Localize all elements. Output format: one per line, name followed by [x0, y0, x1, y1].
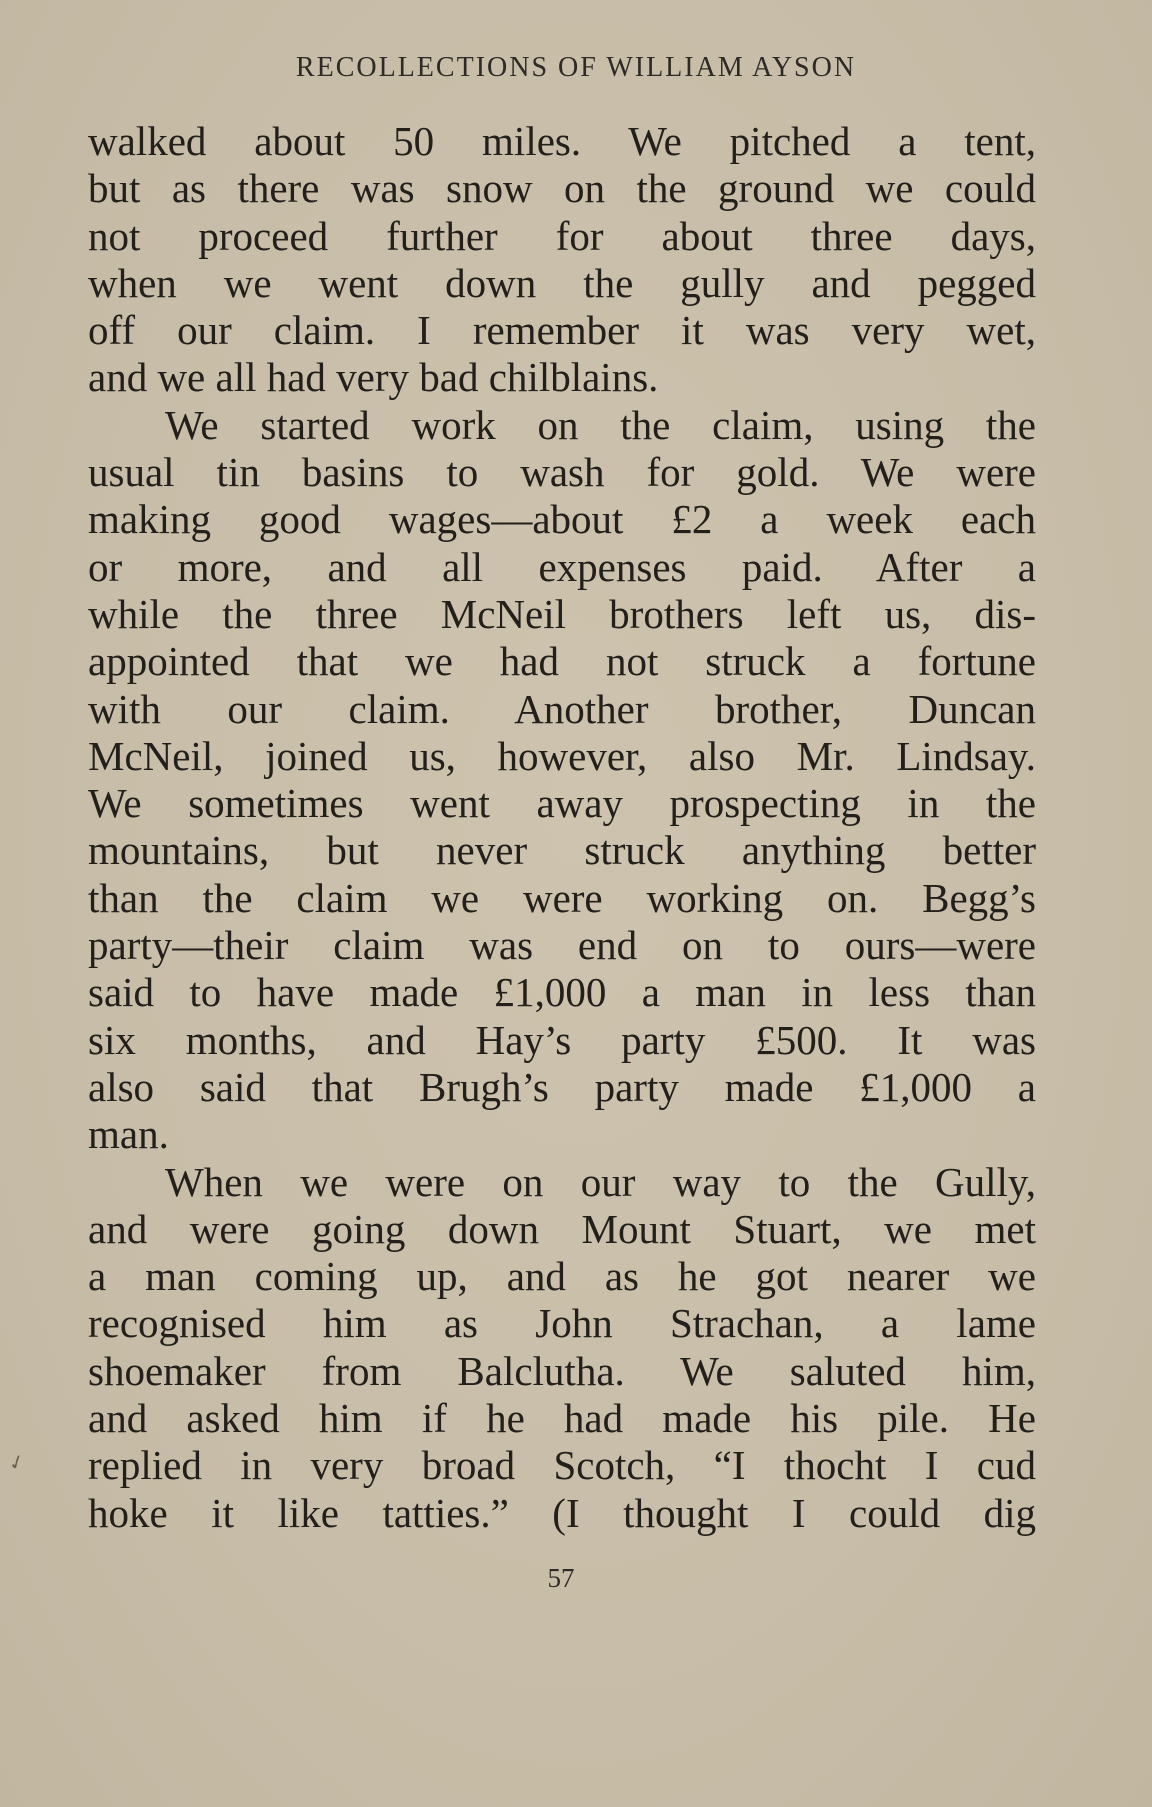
text-line: party—their claim was end on to ours—were — [88, 922, 1036, 969]
text-line: walked about 50 miles. We pitched a tent, — [88, 118, 1036, 164]
text-line: making good wages—about £2 a week each — [88, 496, 1036, 543]
text-line: off our claim. I remember it was very wet, — [88, 307, 1036, 354]
text-line: but as there was snow on the ground we could — [88, 165, 1036, 212]
text-line: and were going down Mount Stuart, we met — [88, 1205, 1036, 1252]
text-line: shoemaker from Balclutha. We saluted him, — [88, 1347, 1036, 1394]
text-line: also said that Brugh’s party made £1,000 a — [88, 1063, 1036, 1110]
text-line: When we were on our way to the Gully, — [165, 1158, 1036, 1205]
text-line: and asked him if he had made his pile. He — [88, 1395, 1036, 1442]
running-head: RECOLLECTIONS OF WILLIAM AYSON — [295, 52, 857, 83]
text-line: usual tin basins to wash for gold. We were — [88, 449, 1036, 496]
text-line: a man coming up, and as he got nearer we — [88, 1253, 1036, 1300]
text-line: than the claim we were working on. Begg’s — [88, 874, 1036, 921]
text-line: replied in very broad Scotch, “I thocht I cud — [88, 1442, 1036, 1489]
text-line: hoke it like tatties.” (I thought I could dig — [88, 1489, 1036, 1536]
text-line: recognised him as John Strachan, a lame — [88, 1300, 1036, 1347]
body-text — [88, 118, 1036, 1537]
text-line: mountains, but never struck anything better — [88, 827, 1036, 874]
text-line: We sometimes went away prospecting in the — [88, 780, 1036, 827]
text-line: with our claim. Another brother, Duncan — [88, 685, 1036, 732]
text-line: or more, and all expenses paid. After a — [88, 543, 1036, 590]
text-line: not proceed further for about three days, — [88, 212, 1036, 259]
text-line: appointed that we had not struck a fortune — [88, 638, 1036, 685]
page-number: 57 — [547, 1563, 575, 1593]
text-line: six months, and Hay’s party £500. It was — [88, 1016, 1036, 1063]
text-line: man. — [88, 1111, 169, 1158]
text-line: while the three McNeil brothers left us, dis- — [88, 590, 1036, 637]
text-line: We started work on the claim, using the — [165, 401, 1036, 448]
text-line: and we all had very bad chilblains. — [88, 354, 659, 401]
pencil-tick-icon: ✓ — [4, 1448, 29, 1477]
text-line: said to have made £1,000 a man in less than — [88, 969, 1036, 1016]
text-line: when we went down the gully and pegged — [88, 259, 1036, 306]
text-line: McNeil, joined us, however, also Mr. Lindsay. — [88, 732, 1036, 779]
